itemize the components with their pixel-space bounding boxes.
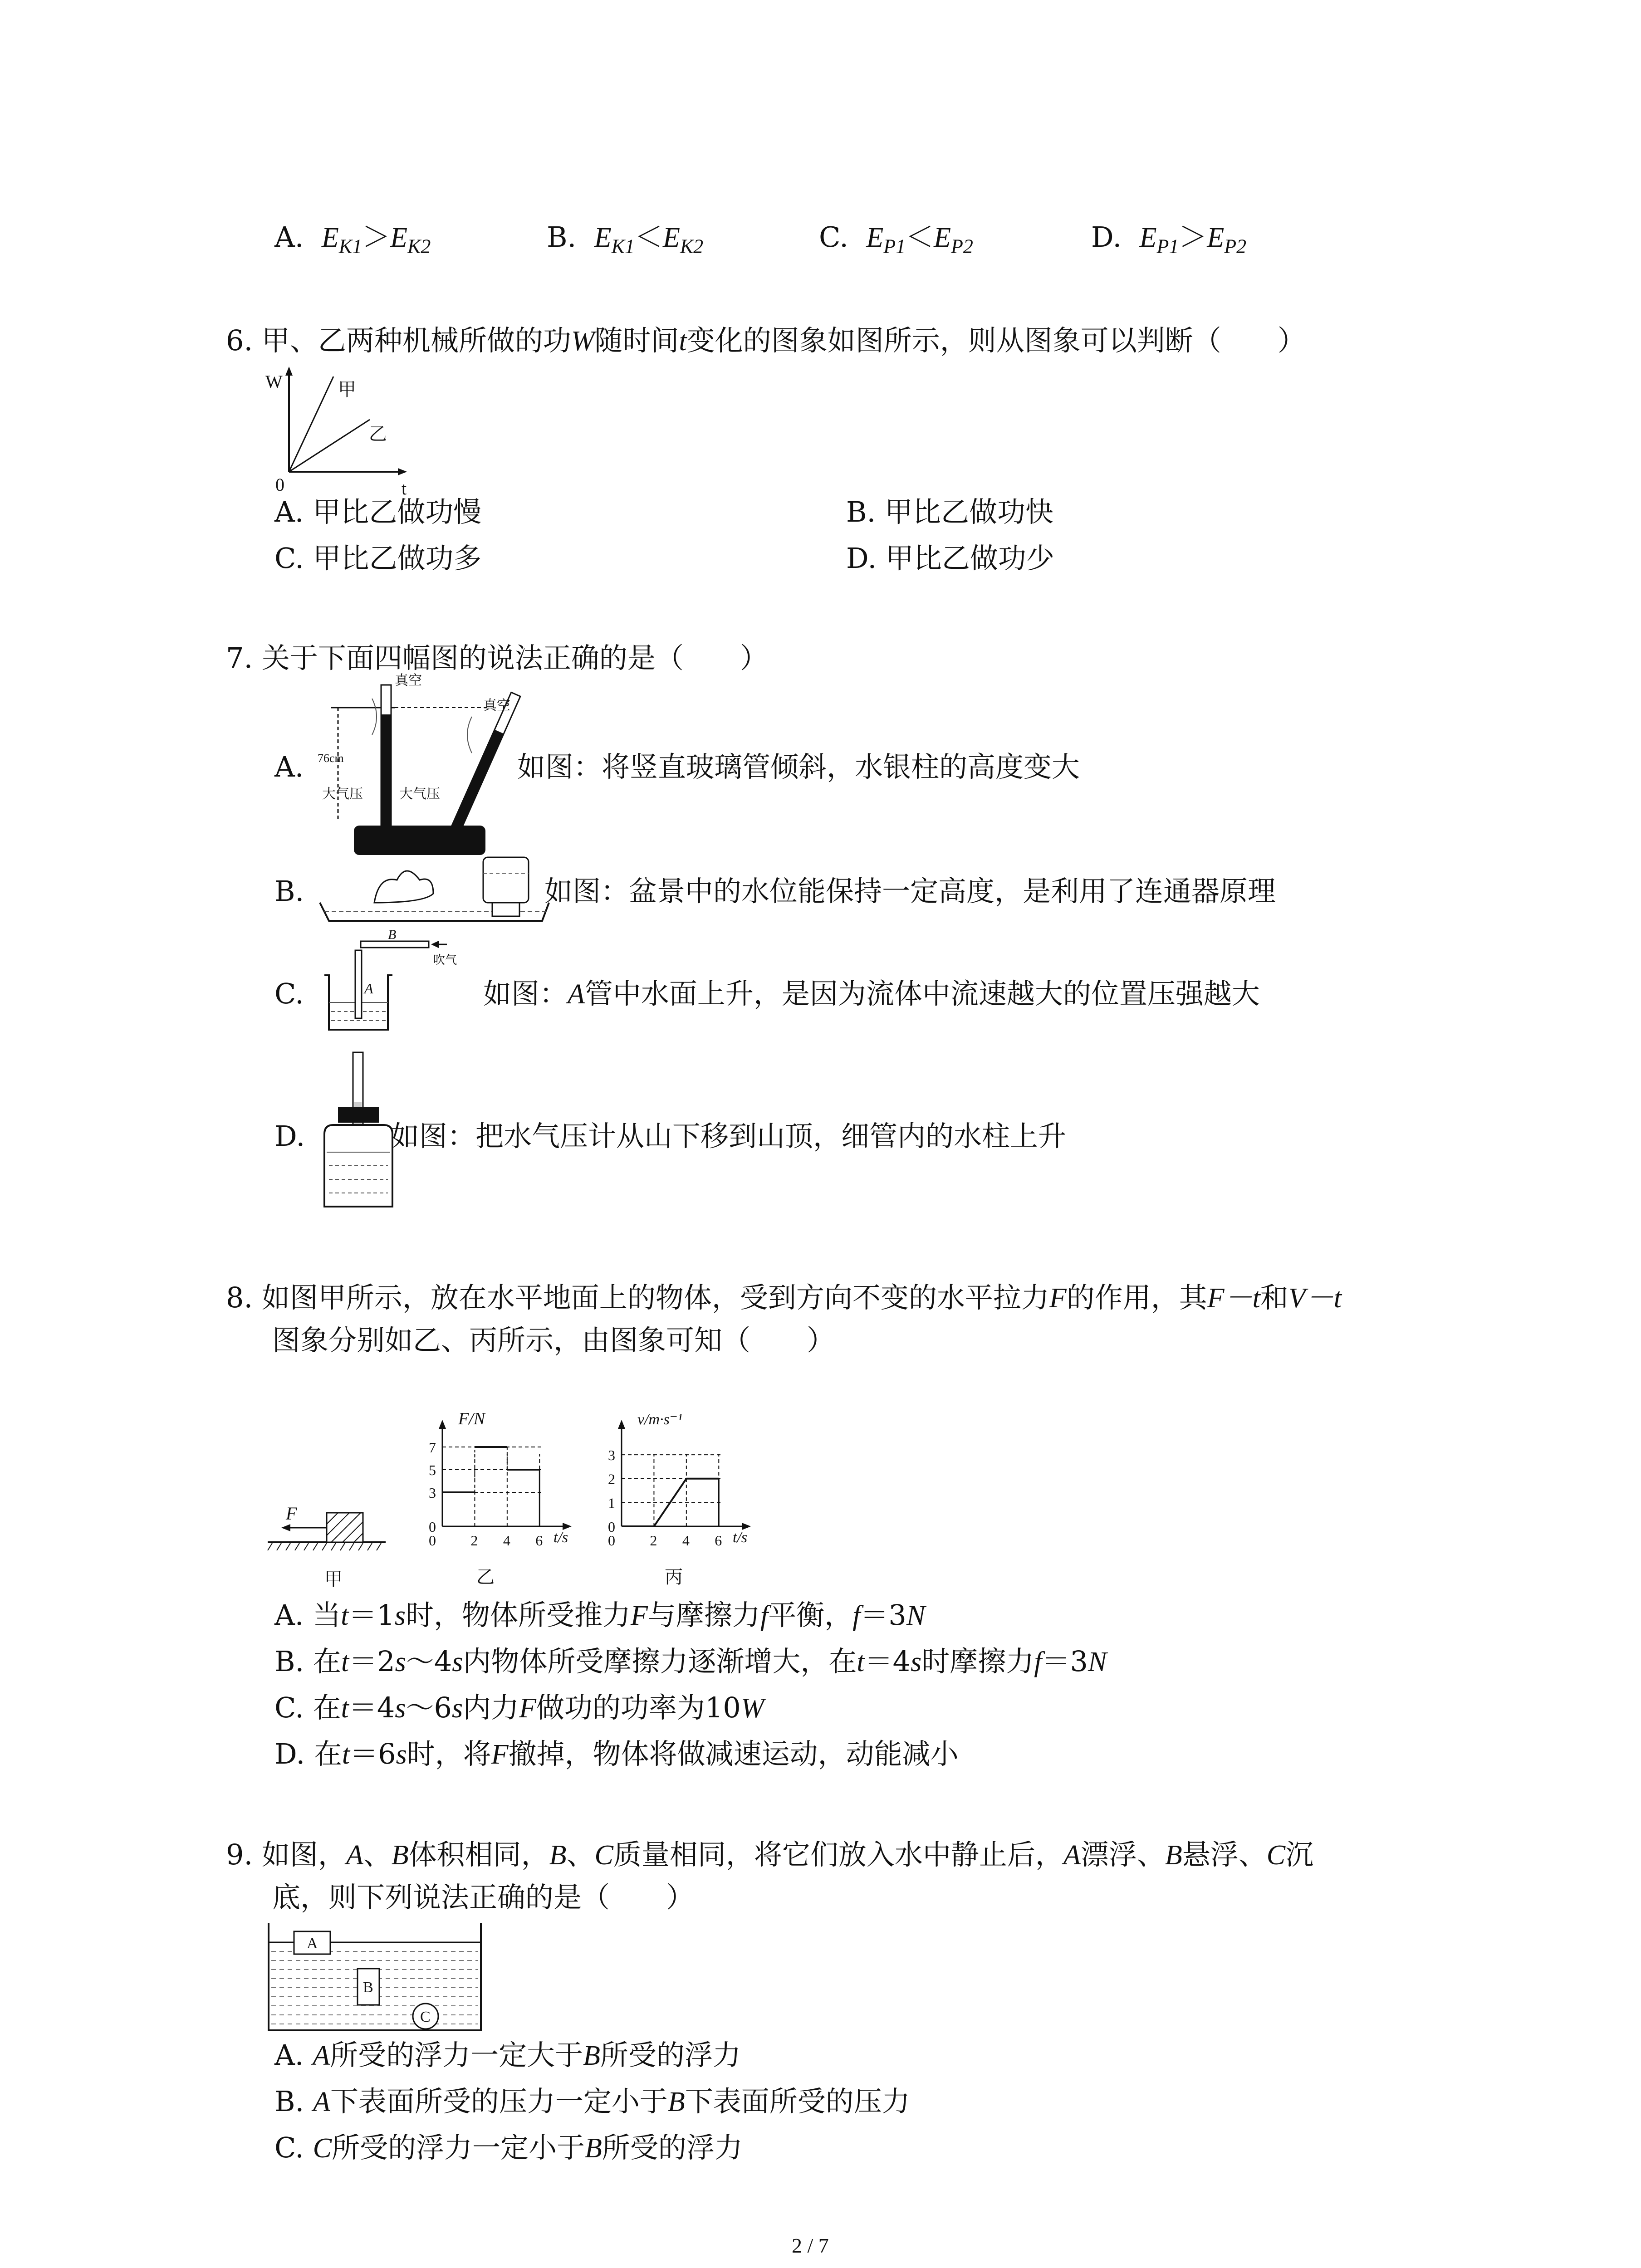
q8-stem-line-1: 8. 如图甲所示，放在水平地面上的物体，受到方向不变的水平拉力F的作用，其F－t和V－t bbox=[226, 1281, 1342, 1314]
q7-stem: 7. 关于下面四幅图的说法正确的是（ ） bbox=[226, 641, 768, 675]
text-segment: 沉 bbox=[1285, 1838, 1314, 1871]
x-tick-label: 4 bbox=[503, 1532, 510, 1549]
text-segment: 做功的功率为10 bbox=[536, 1691, 741, 1724]
origin-label: 0 bbox=[429, 1532, 436, 1549]
text-segment: 下表面所受的压力 bbox=[685, 2085, 910, 2118]
text-segment: 与摩擦力 bbox=[647, 1598, 760, 1632]
q8-bing-caption: 丙 bbox=[665, 1567, 683, 1587]
q5-option-a: A. $E_{K1}>E_{K2}$ bbox=[274, 220, 431, 258]
text-segment: A. bbox=[274, 2038, 313, 2072]
text-segment: s bbox=[394, 1600, 406, 1631]
text-segment: 时，物体所受推力 bbox=[406, 1598, 631, 1632]
q8-fig-jia bbox=[268, 1492, 390, 1597]
text-segment: C. 在 bbox=[274, 1691, 341, 1724]
q9-block-c-label: C bbox=[420, 2009, 431, 2025]
text-segment: N bbox=[1087, 1647, 1107, 1677]
q8-stem-line-2: 图象分别如乙、丙所示，由图象可知（ ） bbox=[272, 1324, 835, 1357]
q8-fig-bing-velocity-time-chart bbox=[597, 1406, 769, 1597]
text-segment: 平衡， bbox=[768, 1598, 853, 1632]
y-tick-label: 0 bbox=[608, 1519, 615, 1535]
text-segment: C. bbox=[274, 2131, 313, 2164]
q9-stem-line-1 bbox=[226, 1838, 1314, 1871]
q8-jia-caption: 甲 bbox=[324, 1569, 343, 1589]
q7-a-atm-1: 大气压 bbox=[322, 787, 363, 802]
q7-a-vacuum-2: 真空 bbox=[483, 698, 510, 713]
q6-option-a: A. 甲比乙做功慢 bbox=[274, 495, 482, 528]
y-tick-label: 7 bbox=[429, 1439, 436, 1456]
text-segment: s bbox=[395, 1693, 406, 1724]
text-segment: F bbox=[631, 1600, 648, 1631]
text-segment: ～4 bbox=[406, 1645, 452, 1678]
q7-a-label: A. bbox=[274, 750, 304, 783]
text-segment: 时，将 bbox=[407, 1737, 491, 1770]
q5-option-d: D. $E_{P1}>E_{P2}$ bbox=[1091, 220, 1247, 258]
q7-c-label: C. bbox=[274, 977, 304, 1010]
text-segment: 、 bbox=[566, 1838, 595, 1871]
x-tick-label: 2 bbox=[470, 1532, 478, 1549]
text-segment: 内物体所受摩擦力逐渐增大，在 bbox=[463, 1645, 857, 1678]
text-segment: ＝3 bbox=[1042, 1645, 1088, 1678]
text-segment: t bbox=[342, 1739, 350, 1770]
text-segment: 所受的浮力 bbox=[602, 2131, 743, 2164]
q8-yi-caption: 乙 bbox=[476, 1567, 495, 1587]
q6-option-c: C. 甲比乙做功多 bbox=[274, 542, 482, 575]
q8-option-c bbox=[274, 1691, 764, 1724]
y-tick-label: 3 bbox=[608, 1447, 615, 1464]
q9-tank-figure bbox=[267, 1923, 485, 2032]
text-segment: B bbox=[667, 2087, 685, 2117]
q7-a-text: 如图：将竖直玻璃管倾斜，水银柱的高度变大 bbox=[517, 750, 1080, 783]
q7-c-text: 如图：A管中水面上升，是因为流体中流速越大的位置压强越大 bbox=[483, 977, 1260, 1010]
text-segment: B bbox=[549, 1840, 567, 1871]
q8-option-b bbox=[274, 1647, 1107, 1676]
page-number: 2 / 7 bbox=[792, 2234, 829, 2257]
q8-bing-x-label: t/s bbox=[733, 1529, 748, 1546]
q7-a-torricelli-figure bbox=[318, 673, 526, 857]
text-segment: W bbox=[740, 1693, 764, 1724]
text-segment: s bbox=[452, 1647, 463, 1677]
text-segment: A bbox=[1063, 1840, 1081, 1871]
text-segment: A. 当 bbox=[274, 1598, 341, 1632]
text-segment: ＝3 bbox=[860, 1598, 906, 1632]
text-segment: 所受的浮力 bbox=[600, 2038, 741, 2072]
q7-c-tube-a-label: A bbox=[364, 980, 373, 997]
q7-b-label: B. bbox=[274, 875, 304, 908]
text-segment: N bbox=[906, 1600, 926, 1631]
q6-line-yi: 乙 bbox=[369, 424, 387, 444]
x-tick-label: 4 bbox=[682, 1532, 690, 1549]
text-segment: B bbox=[583, 2040, 600, 2071]
q6-y-label: W bbox=[265, 371, 283, 392]
q8-bing-y-label: v/m·s⁻¹ bbox=[637, 1411, 682, 1428]
q7-a-height: 76cm bbox=[318, 752, 344, 765]
q7-b-text: 如图：盆景中的水位能保持一定高度，是利用了连通器原理 bbox=[544, 875, 1276, 908]
text-segment: 所受的浮力一定大于 bbox=[330, 2038, 583, 2072]
text-segment: 下表面所受的压力一定小于 bbox=[330, 2085, 668, 2118]
text-segment: f bbox=[1034, 1647, 1042, 1677]
text-segment: C bbox=[1266, 1840, 1286, 1871]
q9-option-b bbox=[274, 2087, 910, 2116]
y-axis-arrow bbox=[618, 1420, 625, 1429]
q8-option-a bbox=[274, 1598, 926, 1632]
q6-option-d: D. 甲比乙做功少 bbox=[846, 542, 1054, 575]
text-segment: ＝6 bbox=[350, 1737, 396, 1770]
y-tick-label: 2 bbox=[608, 1471, 615, 1487]
y-tick-label: 5 bbox=[429, 1462, 436, 1478]
text-segment: A bbox=[346, 1840, 363, 1871]
text-segment: ＝2 bbox=[349, 1645, 395, 1678]
q5-option-b: B. $E_{K1}<E_{K2}$ bbox=[547, 220, 704, 258]
text-segment: 时摩擦力 bbox=[921, 1645, 1034, 1678]
text-segment: 9. 如图， bbox=[226, 1838, 346, 1871]
text-segment: t bbox=[341, 1600, 349, 1631]
q8-yi-x-label: t/s bbox=[554, 1529, 568, 1546]
y-tick-label: 0 bbox=[429, 1519, 436, 1535]
q8-option-d bbox=[274, 1737, 959, 1770]
q6-work-time-graph bbox=[265, 363, 415, 499]
q7-c-tube-b-label: B bbox=[388, 927, 397, 942]
text-segment: B bbox=[1165, 1840, 1182, 1871]
text-segment: 、 bbox=[363, 1838, 392, 1871]
q9-block-a-label: A bbox=[307, 1935, 318, 1952]
text-segment: 漂浮、 bbox=[1080, 1838, 1165, 1871]
text-segment: A bbox=[313, 2087, 330, 2117]
q6-line-jia: 甲 bbox=[338, 379, 356, 400]
text-segment: ＝4 bbox=[348, 1691, 395, 1724]
text-segment: 悬浮、 bbox=[1182, 1838, 1267, 1871]
text-segment: ～6 bbox=[406, 1691, 452, 1724]
q7-c-blow-figure bbox=[320, 927, 483, 1039]
y-tick-label: 3 bbox=[429, 1485, 436, 1501]
q6-stem: 6. 甲、乙两种机械所做的功W随时间t变化的图象如图所示，则从图象可以判断（ ） bbox=[226, 324, 1306, 357]
text-segment: F bbox=[491, 1739, 509, 1770]
text-segment: ＝1 bbox=[348, 1598, 395, 1632]
text-segment: s bbox=[395, 1647, 406, 1677]
q8-yi-y-label: F/N bbox=[458, 1409, 485, 1428]
q7-c-blow-label: 吹气 bbox=[433, 953, 457, 967]
q8-fig-yi-force-time-chart bbox=[417, 1406, 581, 1597]
text-segment: F bbox=[519, 1693, 536, 1724]
text-segment: D. 在 bbox=[274, 1737, 342, 1770]
text-segment: s bbox=[396, 1739, 407, 1770]
q7-a-atm-2: 大气压 bbox=[399, 787, 440, 802]
y-axis-arrow bbox=[439, 1420, 446, 1429]
text-segment: B. bbox=[274, 2085, 313, 2118]
text-segment: 撤掉，物体将做减速运动，动能减小 bbox=[508, 1737, 959, 1770]
text-segment: t bbox=[341, 1647, 349, 1677]
y-tick-label: 1 bbox=[608, 1495, 615, 1511]
text-segment: B. 在 bbox=[274, 1645, 341, 1678]
q9-stem-line-2: 底，则下列说法正确的是（ ） bbox=[272, 1881, 695, 1914]
text-segment: s bbox=[911, 1647, 922, 1677]
q7-d-barometer-figure bbox=[320, 1048, 397, 1211]
origin-label: 0 bbox=[608, 1532, 615, 1549]
q9-option-c bbox=[274, 2131, 743, 2164]
text-segment: f bbox=[852, 1600, 861, 1631]
q7-d-text: 如图：把水气压计从山下移到山顶，细管内的水柱上升 bbox=[391, 1119, 1067, 1153]
x-tick-label: 6 bbox=[715, 1532, 722, 1549]
text-segment: 所受的浮力一定小于 bbox=[332, 2131, 585, 2164]
x-tick-label: 6 bbox=[535, 1532, 543, 1549]
q5-option-c: C. $E_{P1}<E_{P2}$ bbox=[819, 220, 973, 258]
q6-origin: 0 bbox=[275, 474, 284, 495]
text-segment: t bbox=[857, 1647, 865, 1677]
text-segment: C bbox=[313, 2133, 332, 2164]
text-segment: B bbox=[585, 2133, 602, 2164]
text-segment: B bbox=[391, 1840, 409, 1871]
text-segment: ＝4 bbox=[864, 1645, 911, 1678]
q8-jia-force-label: F bbox=[286, 1503, 297, 1524]
text-segment: s bbox=[451, 1693, 463, 1724]
text-segment: 体积相同， bbox=[408, 1838, 549, 1871]
q7-b-bonsai-figure bbox=[320, 848, 551, 925]
text-segment: 质量相同，将它们放入水中静止后， bbox=[613, 1838, 1063, 1871]
text-segment: f bbox=[760, 1600, 769, 1631]
x-tick-label: 2 bbox=[650, 1532, 657, 1549]
q6-option-b: B. 甲比乙做功快 bbox=[846, 495, 1053, 528]
text-segment: t bbox=[341, 1693, 349, 1724]
q6-x-label: t bbox=[402, 478, 407, 499]
q9-block-b-label: B bbox=[363, 1979, 373, 1996]
text-segment: A bbox=[313, 2040, 330, 2071]
text-segment: 内力 bbox=[463, 1691, 519, 1724]
text-segment: C bbox=[594, 1840, 613, 1871]
q7-d-label: D. bbox=[274, 1119, 305, 1153]
q7-a-vacuum-1: 真空 bbox=[395, 673, 422, 688]
q9-option-a bbox=[274, 2038, 741, 2072]
